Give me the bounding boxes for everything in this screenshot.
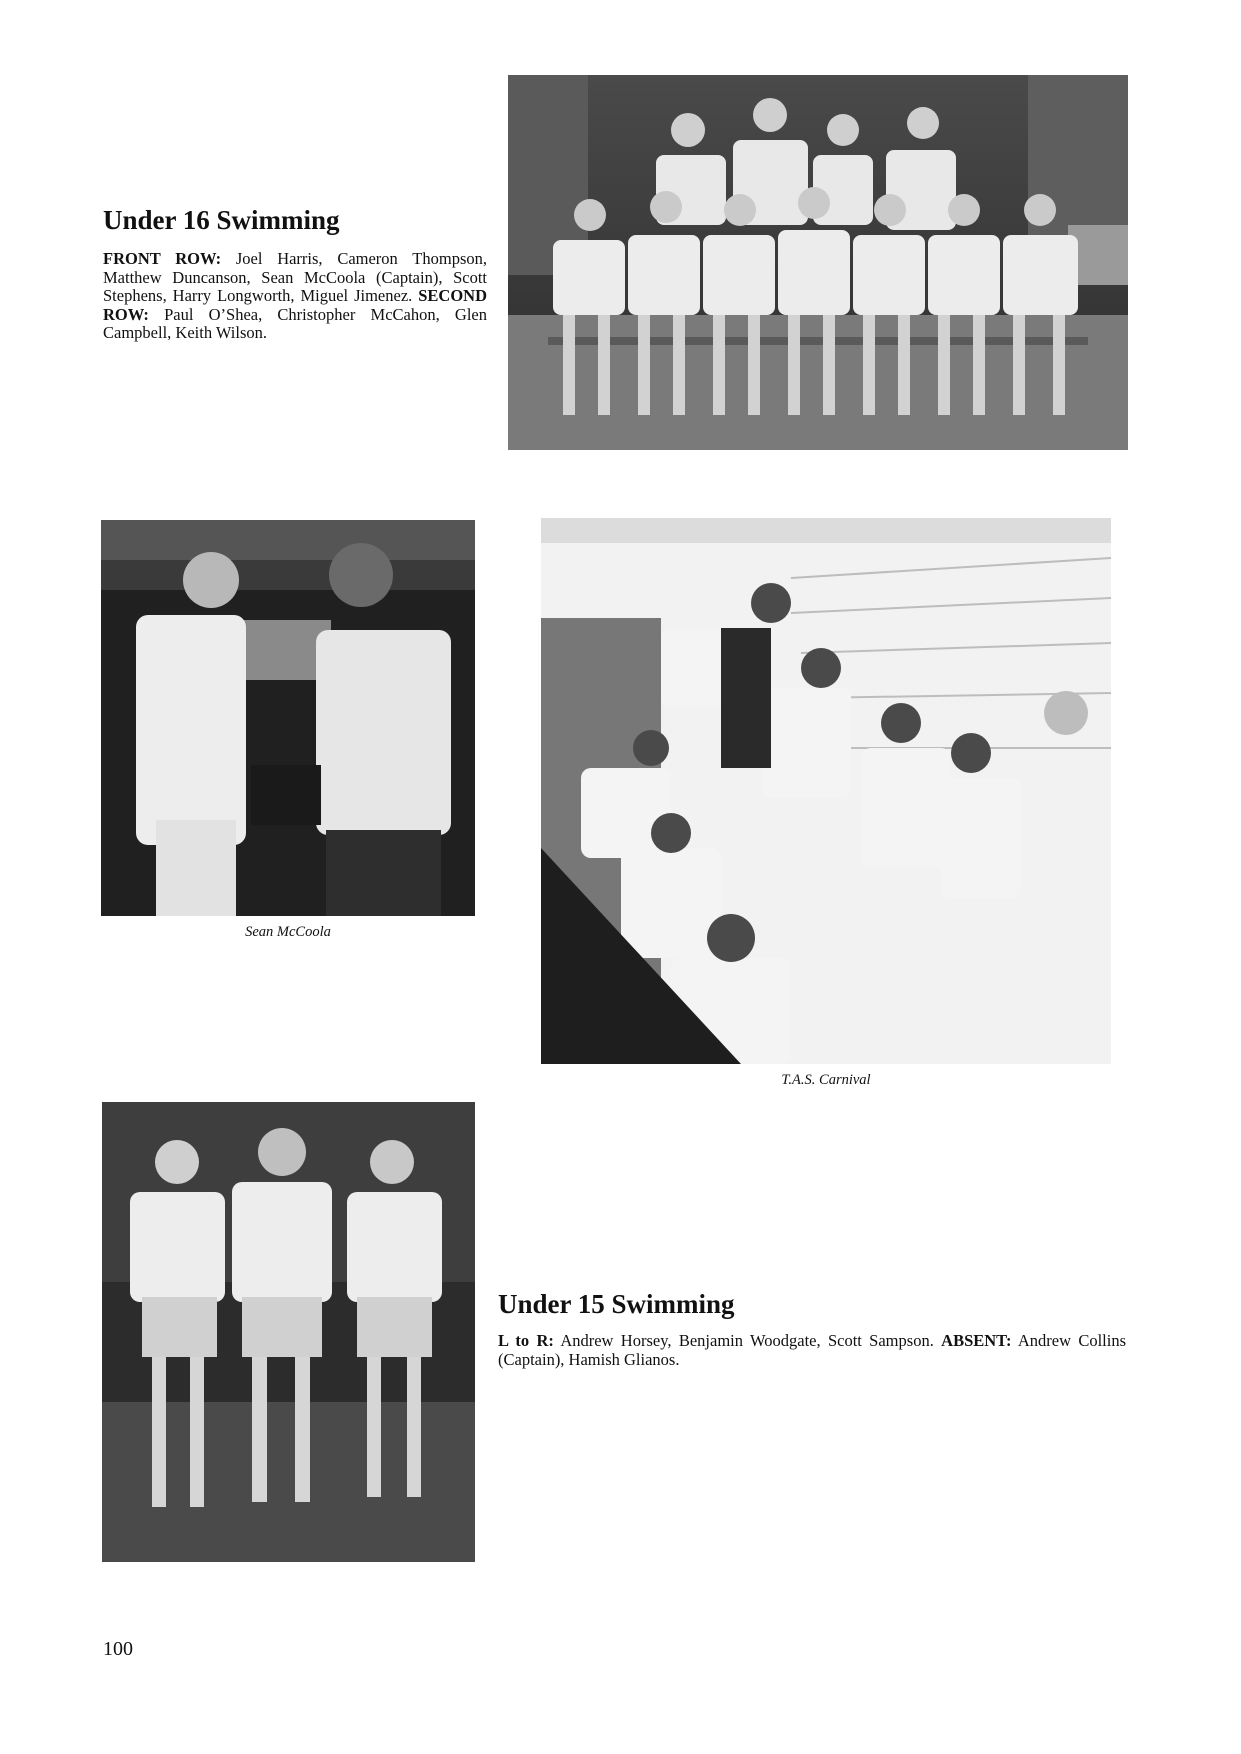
carnival-caption: T.A.S. Carnival bbox=[781, 1072, 871, 1088]
under16-team-photo bbox=[508, 75, 1128, 450]
under15-names bbox=[498, 1332, 1126, 1369]
under15-team-photo bbox=[102, 1102, 475, 1562]
under16-names bbox=[103, 250, 487, 343]
second-row-names: Paul O’Shea, Christopher McCahon, Glen Campbell, Keith Wilson. bbox=[103, 304, 488, 342]
front-row-names: Joel Harris, Cameron Thompson, Matthew Duncanson, Sean McCoola (Captain), Scott Stephens, Harry Longworth, Miguel Jimenez. bbox=[103, 249, 487, 305]
under15-title: Under 15 Swimming bbox=[498, 1289, 735, 1319]
absent-label: ABSENT: bbox=[941, 1331, 1012, 1350]
lr-names: Andrew Horsey, Benjamin Woodgate, Scott Sampson. bbox=[560, 1331, 934, 1350]
under16-title: Under 16 Swimming bbox=[103, 205, 340, 235]
sean-caption: Sean McCoola bbox=[245, 924, 331, 940]
tas-carnival-photo bbox=[541, 518, 1111, 1064]
second-row-label: SECOND ROW: bbox=[103, 286, 487, 324]
lr-label: L to R: bbox=[498, 1331, 554, 1350]
under15-caption-block bbox=[498, 1288, 1126, 1369]
page-number: 100 bbox=[103, 1638, 133, 1660]
absent-names: Andrew Collins (Captain), Hamish Glianos. bbox=[498, 1331, 1127, 1369]
sean-mccoola-photo bbox=[101, 520, 475, 916]
front-row-label: FRONT ROW: bbox=[103, 249, 222, 268]
under16-caption-block bbox=[103, 204, 487, 343]
